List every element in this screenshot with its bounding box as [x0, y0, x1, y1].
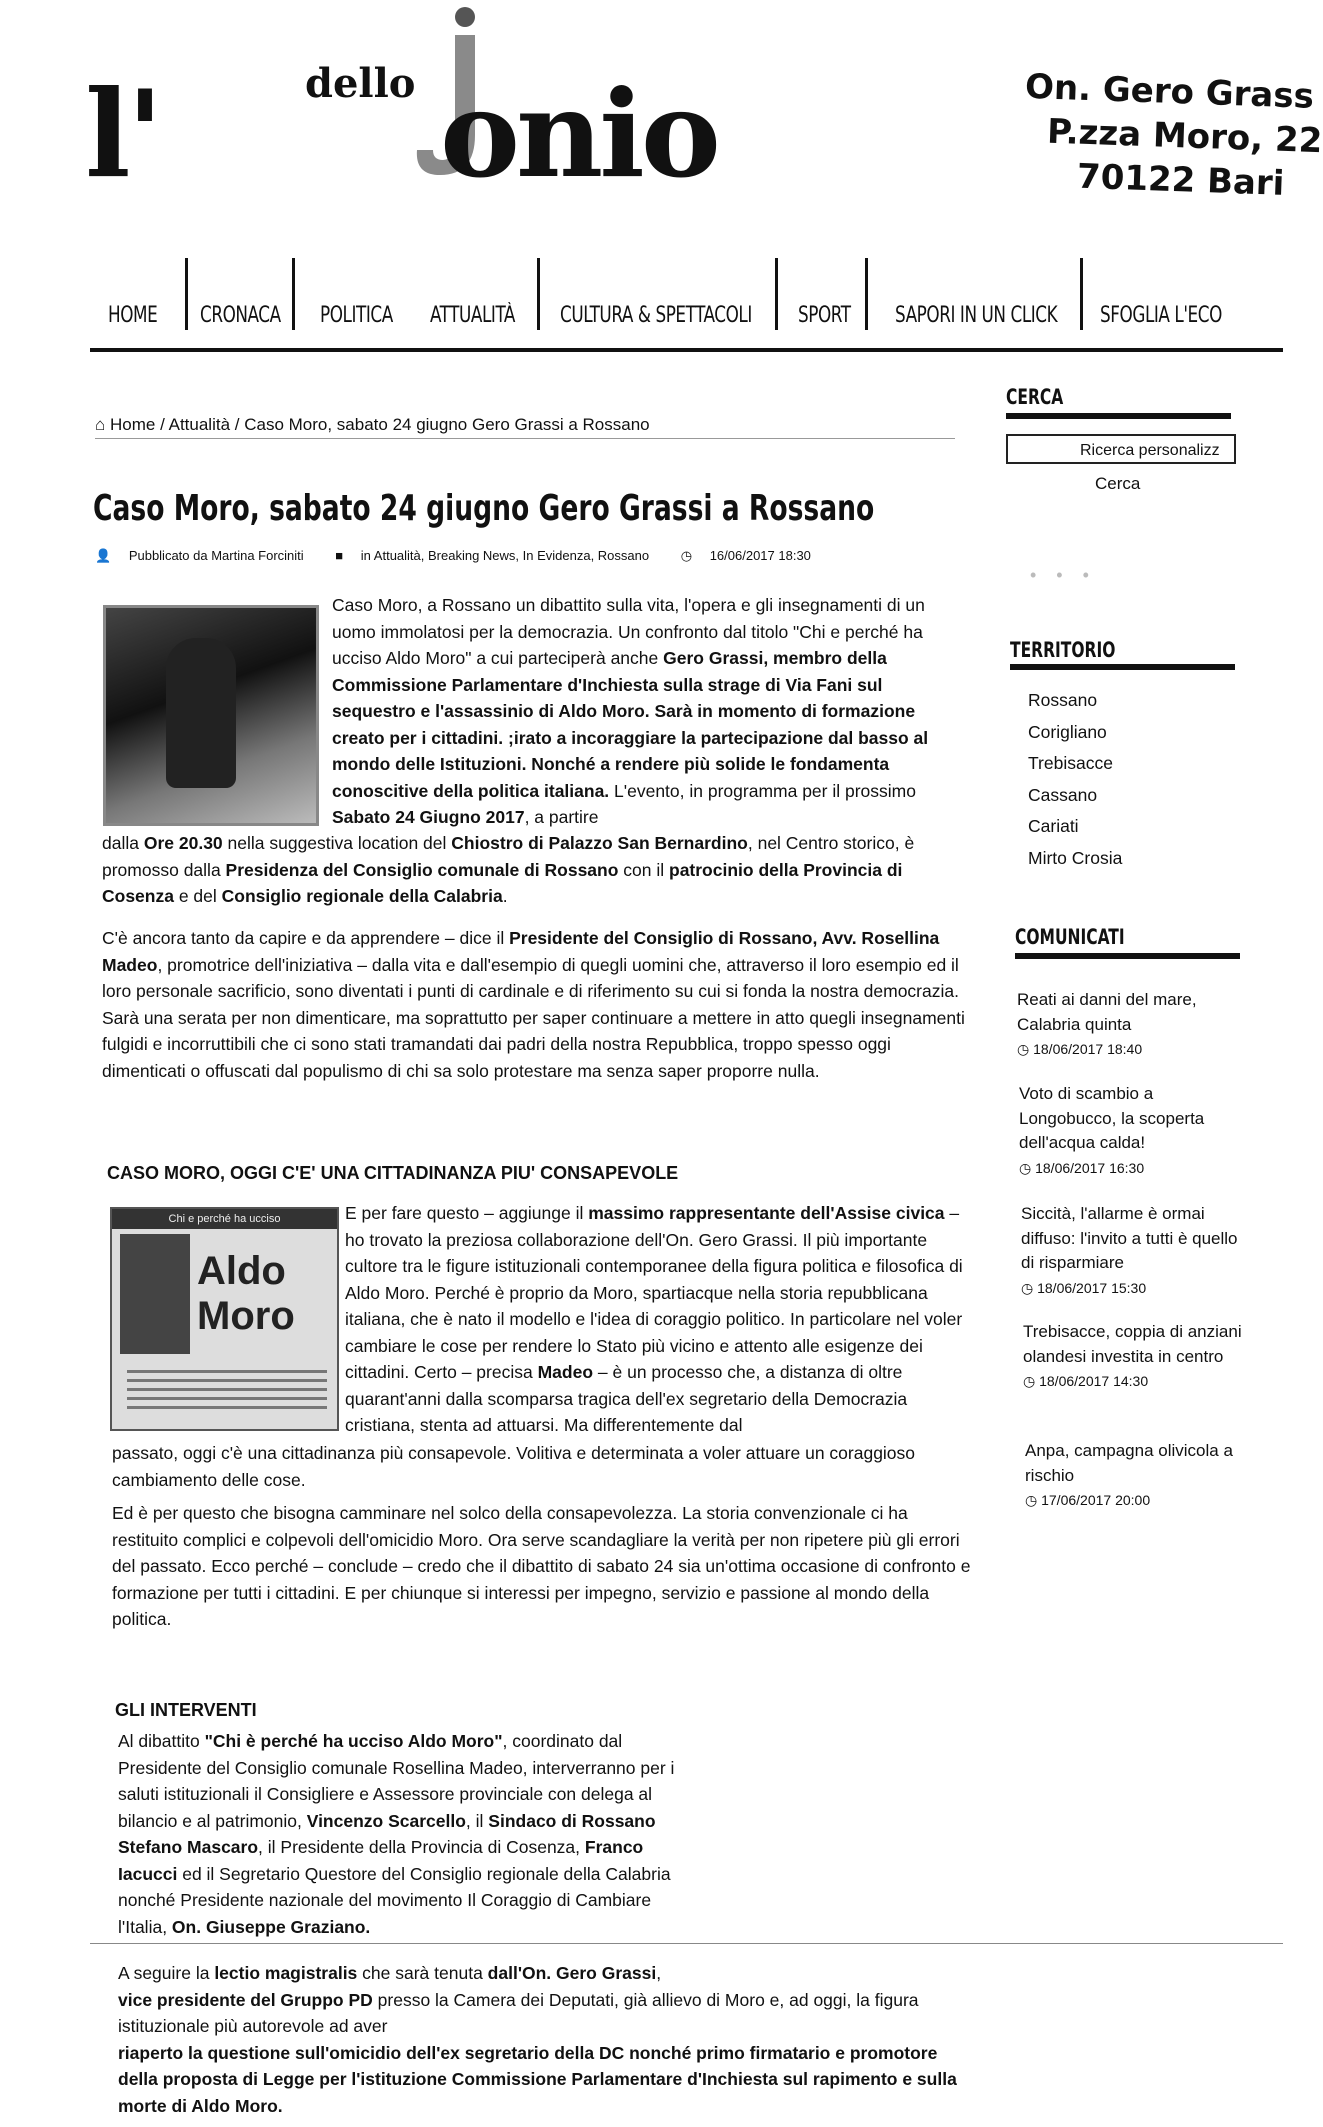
article-author[interactable]: Pubblicato da Martina Forciniti [128, 548, 304, 563]
article-title: Caso Moro, sabato 24 giugno Gero Grassi a Rossano [93, 488, 875, 529]
territorio-item[interactable]: Corigliano [1028, 721, 1107, 742]
nav-sapori[interactable]: SAPORI IN UN CLICK [895, 303, 1058, 328]
territorio-item[interactable]: Rossano [1028, 690, 1098, 710]
clock-icon: ◷ [680, 548, 693, 563]
search-rule [1006, 413, 1231, 419]
search-input[interactable]: Ricerca personalizz [1006, 434, 1236, 464]
nav-separator [775, 258, 778, 330]
clock-icon: ◷ [1023, 1373, 1036, 1389]
nav-separator [185, 258, 188, 330]
article-paragraph: Al dibattito "Chi è perché ha ucciso Aldo Moro", coordinato dal Presidente del Consiglio comunale Rosellina Madeo, interverranno per i saluti istituzionali il Consigliere e Assessore provinciale con delega al bilancio e al patrimonio, Vincenzo Scarcello, il Sindaco di Rossano Stefano Mascaro, il Presidente della Provincia di Cosenza, Franco Iacucci ed il Segretario Questore del Consiglio regionale della Calabria nonché Presidente nazionale del movimento Il Coraggio di Cambiare l'Italia, On. Giuseppe Graziano. [118, 1731, 675, 1937]
user-icon: 👤 [95, 548, 112, 563]
territorio-rule [1010, 664, 1235, 670]
article-paragraph: A seguire la lectio magistralis che sarà tenuta dall'On. Gero Grassi, vice presidente del Gruppo PD presso la Camera dei Deputati, già allievo di Moro e, ad oggi, la figura istituzionale più autorevole ad aver riaperto la questione sull'omicidio dell'ex segretario della DC nonché primo firmatario e promotore della proposta di Legge per l'istituzione Commissione Parlamentare d'Inchiesta sul rapimento e sulla morte di Aldo Moro. [118, 1963, 957, 2116]
comunicati-title: COMUNICATI [1015, 925, 1125, 949]
article-paragraph: E per fare questo – aggiunge il massimo rappresentante dell'Assise civica – ho trovato la preziosa collaborazione dell'On. Gero Grassi. Il più importante cultore tra le figure istituzionali contemporanee della figura politica e filosofica di Aldo Moro. Perché è proprio da Moro, spartiacque nella storia repubblicana italiana, che è nato il modello e l'idea di coraggio politico. In particolare nel voler cambiare le cose per rendere lo Stato più vicino e attento alle esigenze dei cittadini. Certo – precisa Madeo – è un processo che, a distanza di oltre quarant'anni dalla scomparsa tragica dell'ex segretario della Democrazia cristiana, stenta ad attuarsi. Ma differentemente dal [345, 1203, 963, 1435]
nav-separator [292, 258, 295, 330]
clock-icon: ◷ [1019, 1159, 1032, 1176]
nav-separator [537, 258, 540, 330]
clock-icon: ◷ [1025, 1492, 1038, 1508]
comunicato-title[interactable]: Reati ai danni del mare, Calabria quinta [1017, 990, 1197, 1034]
territorio-list [1028, 690, 1122, 879]
logo-dello: dello [305, 60, 416, 107]
territorio-item[interactable]: Cassano [1028, 784, 1098, 805]
comunicato-time: 18/06/2017 14:30 [1039, 1373, 1149, 1389]
stamp-line-1: On. Gero Grass [1024, 66, 1315, 117]
article-photo [103, 605, 319, 826]
nav-separator [1080, 258, 1083, 330]
breadcrumb-current: Caso Moro, sabato 24 giugno Gero Grassi a Rossano [244, 415, 650, 434]
comunicato-item[interactable] [1021, 1202, 1251, 1300]
article-paragraph: Ed è per questo che bisogna camminare nel solco della consapevolezza. La storia convenzionale ci ha restituito complici e colpevoli dell'omicidio Moro. Ora serve scandagliare la verità per non ripetere più gli errori del passato. Ecco perché – conclude – credo che il dibattito di sabato 24 sia un'ottima occasione di confronto e formazione per tutti i cittadini. E per chiunque si interessi per impegno, servizio e passione al mondo della politica. [112, 1503, 971, 1629]
territorio-item[interactable]: Cariati [1028, 816, 1079, 836]
comunicato-title[interactable]: Anpa, campagna olivicola a rischio [1025, 1441, 1233, 1485]
territorio-item[interactable]: Mirto Crosia [1028, 847, 1123, 868]
article-meta [95, 548, 839, 564]
comunicato-title[interactable]: Trebisacce, coppia di anziani olandesi investita in centro [1023, 1322, 1242, 1366]
breadcrumb-section[interactable]: Attualità [168, 415, 231, 434]
comunicato-time: 18/06/2017 16:30 [1035, 1159, 1145, 1176]
home-icon: ⌂ [95, 415, 106, 434]
folder-icon: ■ [335, 548, 344, 563]
logo-l: l' [85, 64, 160, 205]
comunicato-time: 18/06/2017 15:30 [1037, 1279, 1147, 1296]
nav-attualita[interactable]: ATTUALITÀ [430, 303, 515, 328]
territorio-item[interactable]: Trebisacce [1028, 753, 1113, 773]
nav-politica[interactable]: POLITICA [320, 303, 393, 328]
article-paragraph: C'è ancora tanto da capire e da apprendere – dice il Presidente del Consiglio di Rossano, Avv. Rosellina Madeo, promotrice dell'iniziativa – dalla vita e dall'esempio di quegli uomini che, attraverso il loro esempio ed il loro personale sacrificio, sono diventati i punti di cardinale e di riferimento su cui si fonda la nostra democrazia. Sarà una serata per non dimenticare, ma soprattutto per saper continuare a mettere in atto quegli insegnamenti fulgidi e incorruttibili che ci sono stati tramandati dai padri della nostra Repubblica, troppo spesso oggi dimenticati o offuscati dal populismo di chi sa solo protestare ma senza saper proporre nulla. [102, 928, 965, 1081]
comunicato-item[interactable] [1023, 1320, 1253, 1394]
breadcrumb-divider [95, 438, 955, 439]
nav-sport[interactable]: SPORT [798, 303, 851, 328]
nav-sfoglia[interactable]: SFOGLIA L'ECO [1100, 303, 1222, 328]
article-date: 16/06/2017 18:30 [709, 548, 811, 563]
stamp-line-3: 70122 Bari [1076, 156, 1286, 204]
article-paragraph: passato, oggi c'è una cittadinanza più consapevole. Volitiva e determinata a voler attuare un coraggioso cambiamento delle cose. [112, 1443, 916, 1490]
comunicato-item[interactable] [1019, 1082, 1249, 1180]
clock-icon: ◷ [1021, 1279, 1034, 1296]
logo-jonio: onio [440, 64, 717, 205]
comunicato-time: 17/06/2017 20:00 [1041, 1492, 1151, 1508]
article-subheading: CASO MORO, OGGI C'E' UNA CITTADINANZA PIU' CONSAPEVOLE [107, 1163, 679, 1183]
search-button[interactable]: Cerca [1095, 474, 1141, 493]
event-poster [110, 1207, 339, 1431]
poster-band: Chi e perché ha ucciso [112, 1209, 337, 1229]
address-stamp [1024, 66, 1323, 204]
clock-icon: ◷ [1017, 1041, 1030, 1057]
comunicati-rule [1015, 953, 1240, 959]
social-icons[interactable]: ••• [1030, 565, 1109, 585]
comunicato-item[interactable] [1017, 988, 1247, 1062]
article-subheading: GLI INTERVENTI [115, 1700, 257, 1720]
main-nav [90, 258, 1283, 358]
comunicato-time: 18/06/2017 18:40 [1033, 1041, 1143, 1057]
site-logo[interactable] [85, 20, 805, 210]
article-paragraph: dalla Ore 20.30 nella suggestiva location del Chiostro di Palazzo San Bernardino, nel Centro storico, è promosso dalla Presidenza del Consiglio comunale di Rossano con il patrocinio della Provincia di Cosenza e del Consiglio regionale della Calabria. [102, 833, 915, 906]
scan-divider [90, 1943, 1283, 1944]
stamp-line-2: P.zza Moro, 22 [1046, 111, 1323, 162]
comunicato-title[interactable]: Voto di scambio a Longobucco, la scoperta dell'acqua calda! [1019, 1084, 1205, 1152]
article-paragraph: Caso Moro, a Rossano un dibattito sulla vita, l'opera e gli insegnamenti di un uomo immolatosi per la democrazia. Un confronto dal titolo "Chi e perché ha ucciso Aldo Moro" a cui parteciperà anche Gero Grassi, membro della Commissione Parlamentare d'Inchiesta sulla strage di Via Fani sul sequestro e l'assassinio di Aldo Moro. Sarà in momento di formazione creato per i cittadini. ;irato a incoraggiare la partecipazione dal basso al mondo delle Istituzioni. Nonché a rendere più solide le fondamenta conoscitive della politica italiana. L'evento, in programma per il prossimo Sabato 24 Giugno 2017, a partire [332, 595, 929, 827]
comunicato-item[interactable] [1025, 1439, 1255, 1513]
nav-home[interactable]: HOME [108, 303, 158, 328]
comunicato-title[interactable]: Siccità, l'allarme è ormai diffuso: l'invito a tutti è quello di risparmiare [1021, 1204, 1238, 1272]
nav-cronaca[interactable]: CRONACA [200, 303, 281, 328]
nav-underline [90, 348, 1283, 352]
territorio-title: TERRITORIO [1010, 638, 1116, 662]
breadcrumb: ⌂ Home / Attualità / Caso Moro, sabato 24 giugno Gero Grassi a Rossano [95, 415, 650, 434]
breadcrumb-home[interactable]: Home [110, 415, 156, 434]
poster-title: Aldo Moro [197, 1249, 295, 1338]
nav-separator [865, 258, 868, 330]
nav-cultura-spettacoli[interactable]: CULTURA & SPETTACOLI [560, 303, 752, 328]
search-title: CERCA [1006, 385, 1064, 409]
article-categories[interactable]: in Attualità, Breaking News, In Evidenza, Rossano [360, 548, 650, 563]
